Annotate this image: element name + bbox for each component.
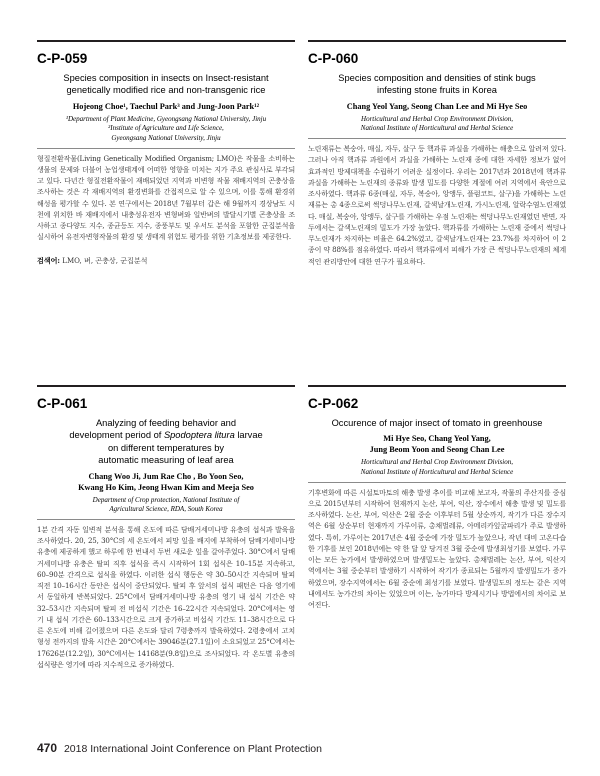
article-c-p-062 (308, 385, 566, 610)
affiliation-line: Gyeongsang National University, Jinju (111, 134, 221, 142)
article-code: C-P-060 (308, 51, 359, 66)
article-title (37, 72, 295, 97)
title-line: infesting stone fruits in Korea (377, 85, 497, 96)
article-c-p-059 (37, 40, 295, 266)
article-affiliation (308, 115, 566, 134)
affiliation-line: Department of Crop protection, National Institute of (92, 495, 240, 504)
article-affiliation (37, 496, 295, 515)
page-footer (37, 741, 322, 755)
article-c-p-061 (37, 385, 295, 670)
affiliation-line: National Institute of Horticultural and Herbal Science (360, 124, 514, 133)
keywords-value: LMO, 벼, 곤충상, 군집분석 (60, 255, 148, 265)
affiliation-line: Horticultural and Herbal Crop Environment Division, (361, 114, 513, 123)
article-authors: Chang Yeol Yang, Seong Chan Lee and Mi Hye Seo (346, 101, 528, 111)
article-title (308, 72, 566, 97)
divider (37, 519, 295, 520)
article-abstract: 노린재류는 복숭아, 매실, 자두, 살구 등 핵과류 과실을 가해하는 해충으로 알려져 있다. 그러나 아직 핵과류 과원에서 과실을 가해하는 노린재 종에 대한 자세한 정보가 없어 효과적인 방제대책을 수립하기 어려운 실정이다. 우리는 2017년과 2018년에 핵과류 과실을 가해하는 노린재의 종류와 발생 밀도를 다양한 계절에 여러 지역에서 육안으로 조사하였다. 핵과류 6종(매실, 자두, 복숭아, 앙앵두, 플럼코트, 살구)을 가해하는 노린재류는 총 4종으로써 썩덩나무노린재, 갈색날개노린재, 가시노린재, 알락수염노린재였다. 매실, 복숭아, 앙앵두, 살구를 가해하는 우점 노린재는 썩덩나무노린재였던 반면, 자두에서는 갈색노린재의 밀도가 가장 높았다. 핵과류를 가해하는 노린재 중에서 썩덩나무노린재가 차지하는 비율은 64.2%였고, 갈색날개노린재는 23.7%를 차지하여 이 2종이 약 88%를 점유하였다. 따라서 핵과류에서 피해가 가장 큰 썩덩나무노린재의 체계적인 관리방안에 대한 연구가 필요하다. (308, 144, 566, 266)
section-rule (37, 40, 295, 42)
divider (37, 148, 295, 149)
authors-line: Kwang Ho Kim, Jeong Hwan Kim and Meeja Seo (78, 482, 254, 492)
page-number: 470 (37, 741, 58, 755)
affiliation-line: ¹Department of Plant Medicine, Gyeongsang National University, Jinju (65, 114, 267, 123)
title-line: genetically modified rice and non-transgenic rice (66, 85, 266, 96)
article-abstract: 1분 간격 자동 일변적 분석을 통해 온도에 따른 담배거세미나방 유충의 섭식과 발육을 조사하였다. 20, 25, 30°C의 세 온도에서 피망 잎을 배지에 부착하여 담배거세미나방 유충에 제공하게 했고 하루에 한 번내서 두번 새로운 잎을 갈아주었다. 30°C에서 담배거세미나방 유충은 탈피 직후 섭식을 즉시 시작하여 1회 섭식은 10–15분 지속하고, 60–90분 간격으로 섭식을 하였다. 이러한 섭식 행동은 약 30–50시간 지속되며 탈피 직전 10–16시간 동안은 섭식이 중단되었다. 탈피 후 앞서의 섭식 패턴은 다음 영기에서 동일하게 반복되었다. 25°C에서 담배거세미나방 유충의 영기 내 섭식 기간은 약 32–53시간 지속되며 탈피 전 비섭식 기간은 16–22시간 지속되었다. 20°C에서는 영기 내 섭식 기간은 60–133시간으로 크게 증가하고 비섭식 기간도 11–38시간으로 다른 온도에 비해 길어졌으며 다른 온도와 달리 7령충까지 발육하였다. 2령충에서 고치 형성 전까지의 발육 시간은 20°C에서는 39046분(27.1일)이 소요되었고 25°C에서는 17626분(12.2일), 30°C에서는 14168분(9.8일)으로 조사되었다. 각 온도별 유충의 섭식량은 영기에 따라 지수적으로 증가하였다. (37, 524, 295, 669)
section-rule (37, 385, 295, 387)
article-abstract: 형질전환작물(Living Genetically Modified Organism; LMO)은 작물을 소비하는 생물의 문제와 더불어 농업생태계에 어떠한 영향을 미치는 지가 주요 관심사로 부각되고 있다. 다년간 형질전환작물이 재배되었던 지역과 비변형 작물 재배지역의 곤충상을 조사하는 것은 각 재배지역의 환경변화를 간접적으로 알 수 있으며, 이를 통해 환경위해성을 평가할 수 있다. 본 연구에서는 2018년 7월부터 갑은 해 9월까지 경상남도 시천에 위치한 바 재배지에서 내충성유전자 변형벼와 일반벼의 발달시기별 곤충상을 조사하고 종다양도 지수, 종균등도 지수, 종풍부도 및 우서도 분석을 포함한 군집분석을 실시하여 유전자변형작물의 환경 및 생태계 위험도 평가를 위한 기초정보를 제공한다. (37, 153, 295, 242)
article-affiliation (308, 458, 566, 477)
species-name: Spodoptera litura (163, 430, 235, 441)
article-authors (308, 433, 566, 455)
title-line (37, 429, 295, 441)
article-c-p-060 (308, 40, 566, 267)
authors-line: Jung Beom Yoon and Seong Chan Lee (369, 445, 505, 455)
title-line: on different temperatures by (107, 442, 225, 453)
article-code: C-P-059 (37, 51, 88, 66)
title-text: development period of (69, 430, 164, 441)
divider (308, 138, 566, 139)
article-title (308, 417, 566, 429)
divider (308, 482, 566, 483)
authors-line: Mi Hye Seo, Chang Yeol Yang, (383, 434, 491, 444)
affiliation-line: National Institute of Horticultural and Herbal Science (360, 468, 514, 476)
section-rule (308, 385, 566, 387)
title-line: automatic measuring of leaf area (98, 455, 234, 466)
affiliation-line: ²Institute of Agriculture and Life Science, (108, 124, 224, 133)
conference-name: 2018 International Joint Conference on Plant Protection (63, 743, 322, 755)
article-title (37, 417, 295, 467)
title-line: Species composition and densities of stink bugs (338, 73, 536, 83)
article-code: C-P-061 (37, 396, 88, 411)
title-text: larvae (234, 430, 263, 441)
affiliation-line: Agricultural Science, RDA, South Korea (109, 505, 223, 514)
title-line: Analyzing of feeding behavior and (95, 418, 237, 428)
article-affiliation (37, 115, 295, 144)
affiliation-line: Horticultural and Herbal Crop Environment Division, (361, 458, 513, 467)
article-authors (37, 471, 295, 493)
article-authors: Hojeong Choe¹, Taechul Park³ and Jung-Joon Park¹² (72, 101, 260, 111)
article-abstract: 기후변화에 따른 시설토마토의 해충 발생 추이를 비교해 보고자, 작물의 주산지를 중심으로 2015년부터 시작하여 현재까지 논산, 부여, 익산, 장수에서 해충 발생 및 밀도를 조사하였다. 논산, 부여, 익산은 2월 중순 이후부터 5월 상순까지, 작기가 다른 장수지역은 6월 상순부터 현재까지 가루이류, 총채벌레류, 아메리카잎굴파리가 주로 발생하였다. 특히, 가루이는 2017년은 4월 중순에 가장 밀도가 높았으나, 작년 대비 고온다습한 기후를 보인 2018년에는 약 한 달 앞 당겨진 3월 중순에 발생최성기를 보였다. 가루이는 모든 농가에서 발생하였으며 발생밀도는 높았다. 총채벌레는 논산, 부여, 익산지역에서는 3월 중순부터 발생하기 시작하여 작기가 종료되는 5월까지 발생밀도가 증가하였으며, 장수지역에서는 6월 중순에 최성기를 보였다. 발생밀도의 정도는 같은 지역 내에서도 농가간의 차이는 있었으며 이는, 농가마다 방제시기나 방법에서의 차이로 보여진다. (308, 487, 566, 610)
title-line: Occurence of major insect of tomato in greenhouse (331, 418, 543, 428)
authors-line: Chang Woo Ji, Jum Rae Cho , Bo Yoon Seo, (88, 471, 244, 481)
section-rule (308, 40, 566, 42)
article-code: C-P-062 (308, 396, 359, 411)
title-line: Species composition in insects on Insect-resistant (63, 73, 269, 83)
keywords-label: 검색어: (37, 255, 61, 265)
article-keywords (37, 255, 295, 266)
